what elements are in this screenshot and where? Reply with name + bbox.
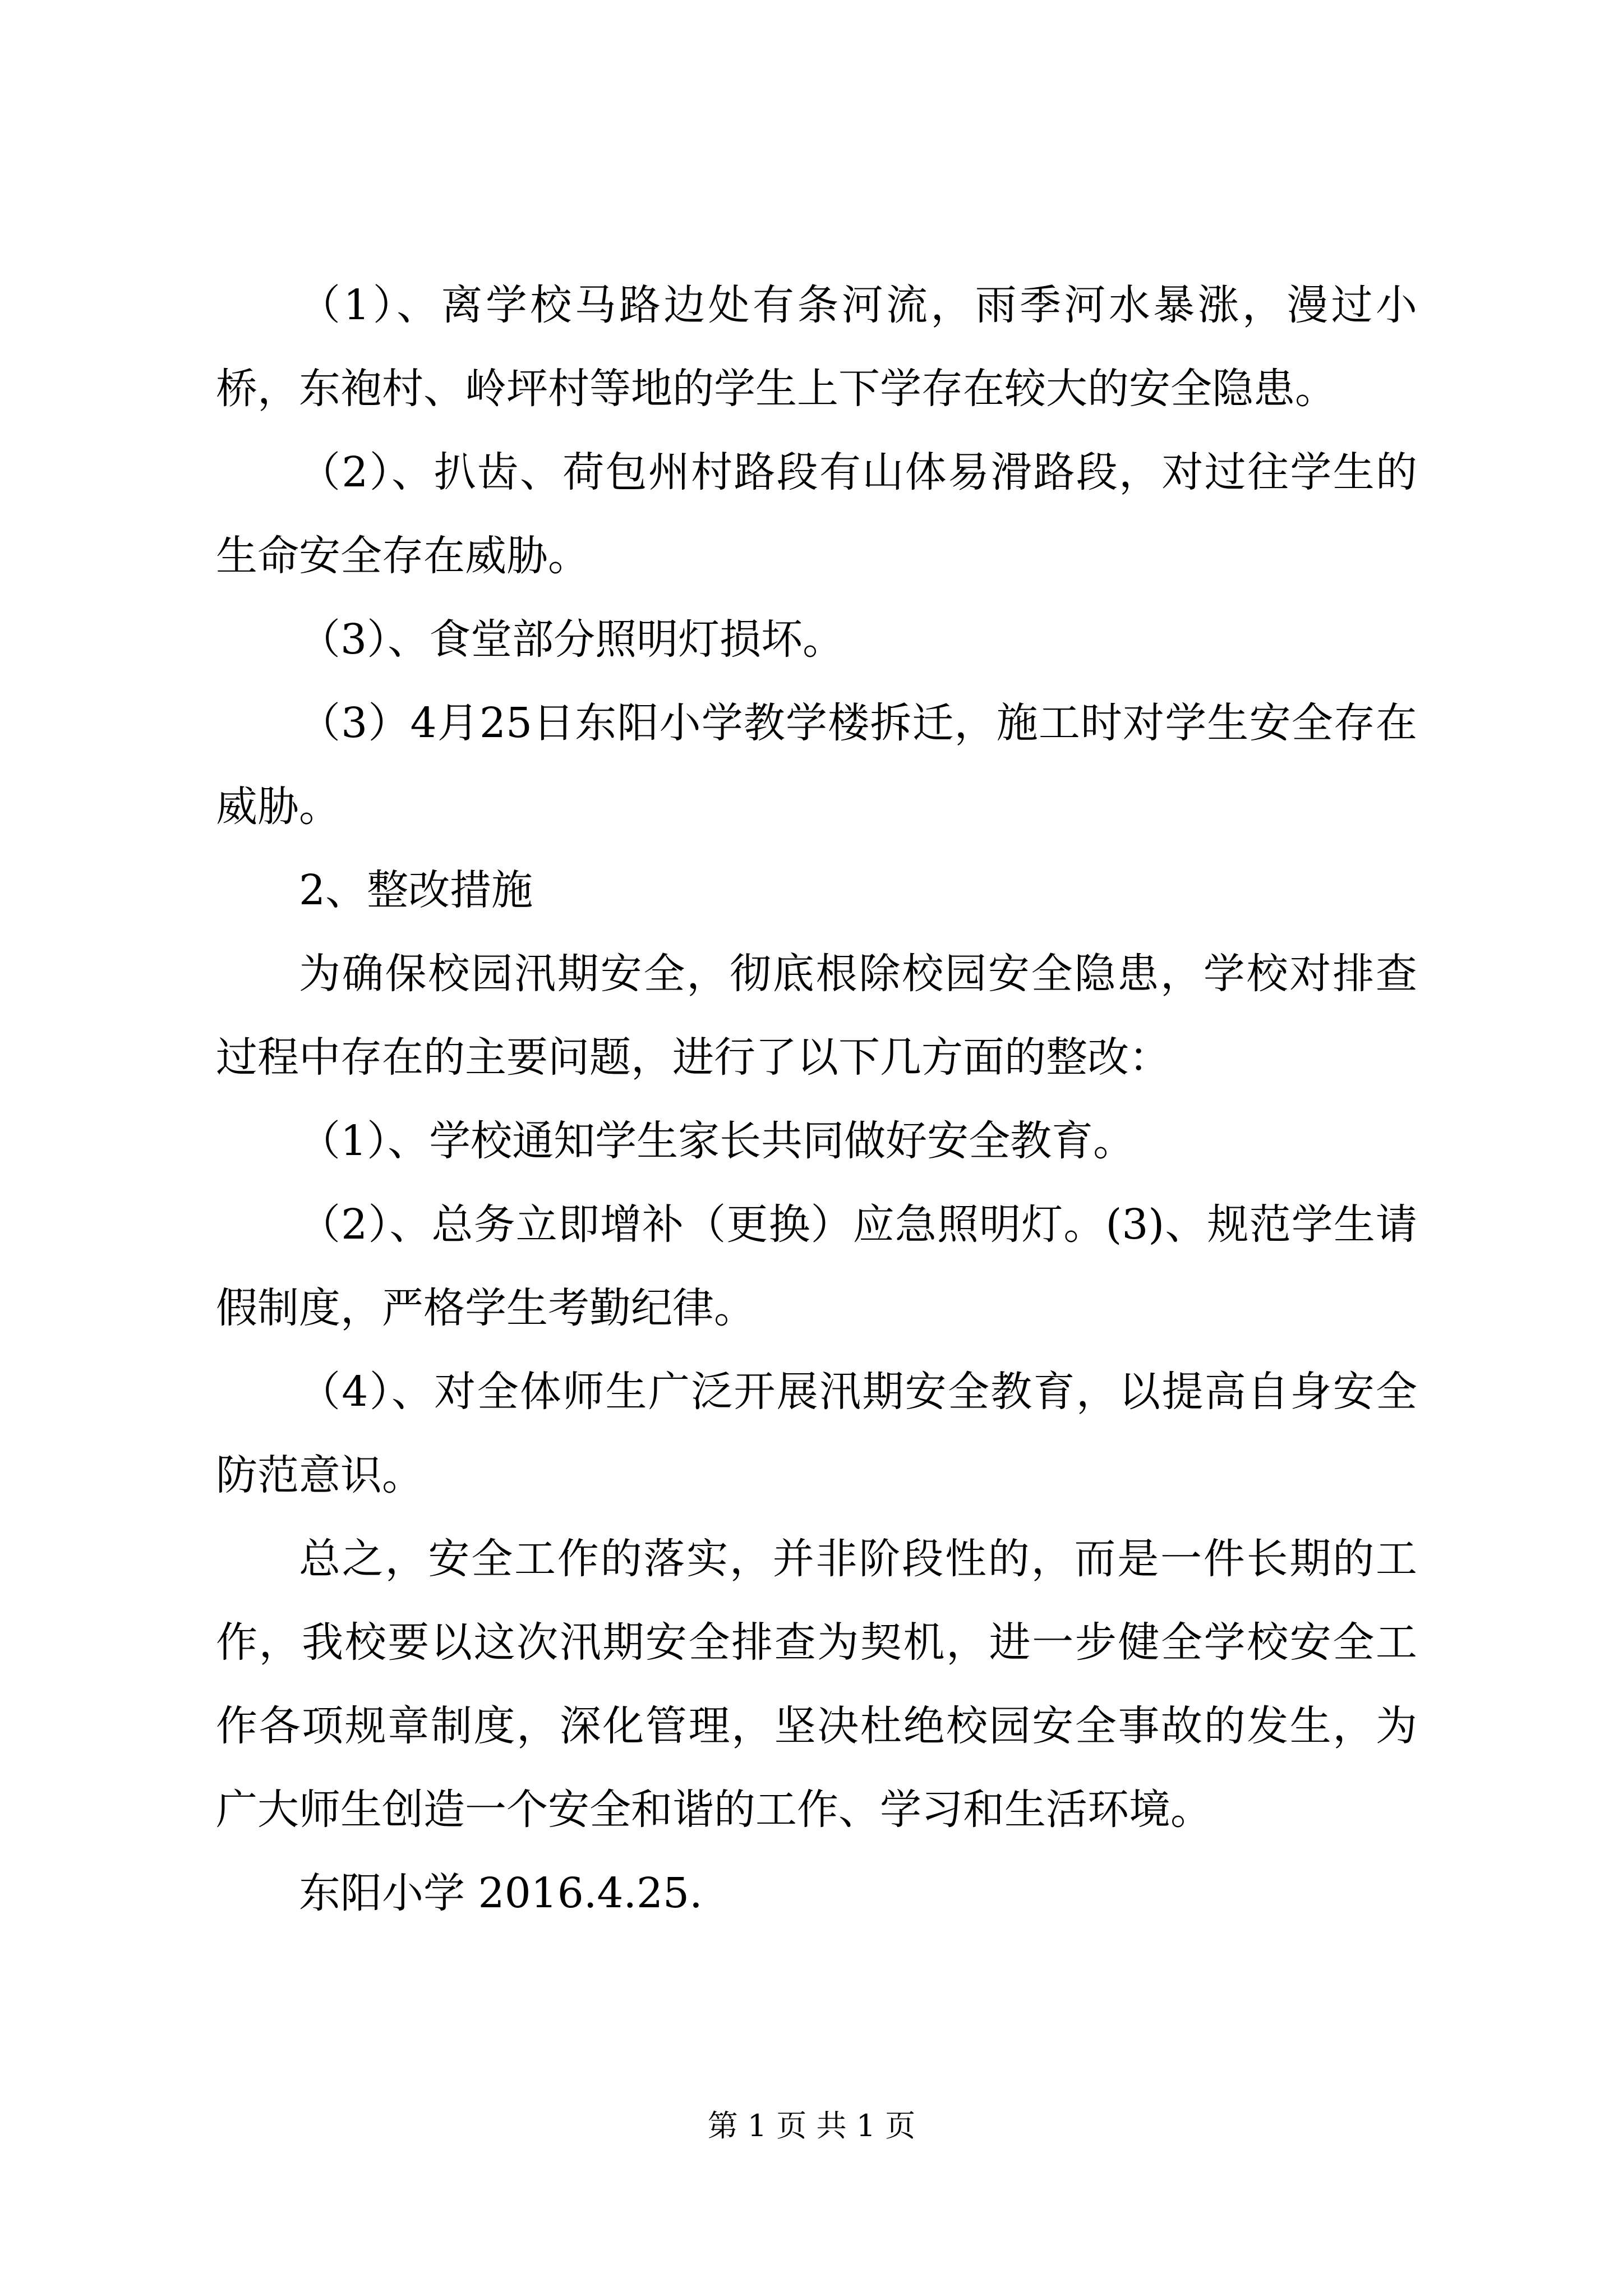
paragraph-measure-1: （1）、学校通知学生家长共同做好安全教育。 xyxy=(299,1117,1135,1165)
paragraph-hazard-demolition: （3）4月25日东阳小学教学楼拆迁，施工时对学生安全存在威胁。 xyxy=(216,699,1417,831)
signature-line: 东阳小学 2016.4.25. xyxy=(299,1869,703,1917)
paragraph-measure-4: （4）、对全体师生广泛开展汛期安全教育，以提高自身安全防范意识。 xyxy=(216,1368,1417,1499)
section-heading-rectification: 2、整改措施 xyxy=(299,866,533,914)
paragraph-hazard-river: （1）、离学校马路边处有条河流，雨季河水暴涨，漫过小桥，东袍村、岭坪村等地的学生上下学存在较大的安全隐患。 xyxy=(216,281,1417,413)
paragraph-conclusion: 总之，安全工作的落实，并非阶段性的，而是一件长期的工作，我校要以这次汛期安全排查为契机，进一步健全学校安全工作各项规章制度，深化管理，坚决杜绝校园安全事故的发生，为广大师生创造一个安全和谐的工作、学习和生活环境。 xyxy=(216,1535,1417,1834)
paragraph-rectification-intro: 为确保校园汛期安全，彻底根除校园安全隐患，学校对排查过程中存在的主要问题，进行了以下几方面的整改： xyxy=(216,950,1417,1082)
document-body xyxy=(216,264,1417,1935)
paragraph-measure-2-3: （2）、总务立即增补（更换）应急照明灯。(3)、规范学生请假制度，严格学生考勤纪律。 xyxy=(216,1200,1417,1332)
paragraph-hazard-landslide: （2）、扒齿、荷包州村路段有山体易滑路段，对过往学生的生命安全存在威胁。 xyxy=(216,448,1417,580)
page-footer: 第 1 页 共 1 页 xyxy=(707,2108,916,2143)
paragraph-hazard-canteen-lights: （3）、食堂部分照明灯损坏。 xyxy=(299,615,845,664)
